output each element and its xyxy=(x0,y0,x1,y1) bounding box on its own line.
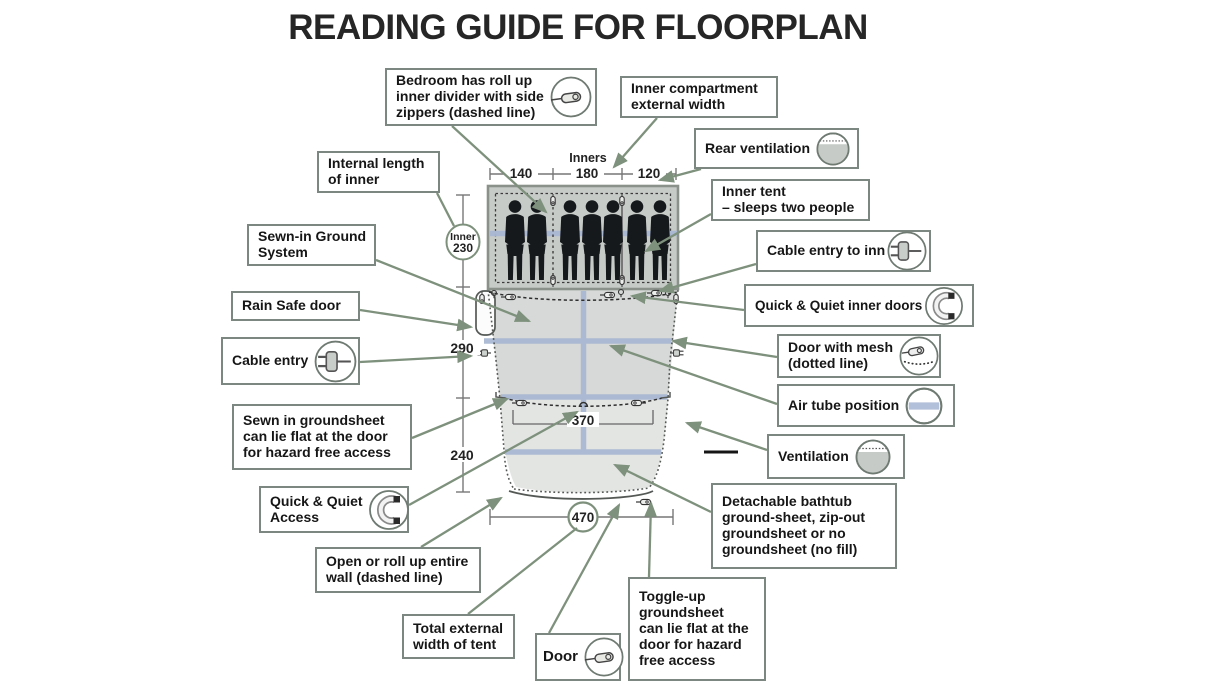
label-line: wall (dashed line) xyxy=(326,569,443,585)
living-depth-value: 290 xyxy=(450,340,474,356)
label-inner-compartment xyxy=(620,76,778,118)
label-line: Cable entry to inn xyxy=(767,242,886,259)
label-inner-tent xyxy=(711,179,870,221)
label-qq-access xyxy=(259,486,409,533)
label-line: System xyxy=(258,244,308,260)
ventilation-icon xyxy=(815,131,851,167)
label-line: Total external xyxy=(413,619,503,636)
leader-inner-compartment xyxy=(614,118,657,167)
label-door xyxy=(535,633,621,681)
label-toggle-up xyxy=(628,577,766,681)
label-line: Access xyxy=(270,508,320,525)
label-line: ground-sheet, zip-out xyxy=(722,509,866,526)
leader-sewn-groundsheet xyxy=(412,399,507,438)
label-line: Air tube position xyxy=(788,396,900,413)
label-line: groundsheet or no xyxy=(722,525,846,541)
leader-open-roll xyxy=(421,498,501,547)
label-line: zippers (dashed line) xyxy=(396,103,536,120)
inners-caption: Inners xyxy=(569,151,607,165)
label-line: groundsheet (no fill) xyxy=(722,540,858,557)
label-line: of inner xyxy=(328,171,380,187)
inner-width-1: 140 xyxy=(509,166,533,181)
front-depth-value: 240 xyxy=(450,447,474,463)
magnet-icon xyxy=(924,286,964,326)
label-cable-entry xyxy=(221,337,360,385)
label-line: Sewn in groundsheet xyxy=(243,412,385,429)
inner-width-3: 120 xyxy=(637,166,661,181)
label-line: Open or roll up entire xyxy=(326,553,469,570)
label-rear-ventilation xyxy=(694,128,859,169)
label-line: Internal length xyxy=(328,155,425,172)
label-line: inner divider with side xyxy=(396,88,544,105)
leader-door-mesh xyxy=(673,341,777,357)
leader-internal-length xyxy=(437,193,454,226)
label-line: Rain Safe door xyxy=(242,297,341,314)
label-qq-inner-doors xyxy=(744,284,974,327)
inner-width-2: 180 xyxy=(575,166,599,181)
label-line: Inner tent xyxy=(722,183,786,200)
ventilation-icon xyxy=(854,438,892,476)
label-line: groundsheet xyxy=(639,604,724,621)
label-open-roll xyxy=(315,547,481,593)
label-line: Quick & Quiet xyxy=(270,492,363,509)
zipper-icon xyxy=(583,636,625,678)
label-line: Door xyxy=(543,647,578,665)
label-line: width of tent xyxy=(413,635,497,652)
label-line: Toggle-up xyxy=(639,588,706,605)
label-sewn-groundsheet xyxy=(232,404,412,470)
label-detachable xyxy=(711,483,897,569)
label-line: Door with mesh xyxy=(788,339,894,356)
leader-ventilation xyxy=(687,423,767,450)
magnet-icon xyxy=(368,489,410,531)
zipper-icon xyxy=(549,75,593,119)
label-line: Sewn-in Ground xyxy=(258,228,367,245)
leader-cable-entry xyxy=(360,356,471,362)
inner-depth-word: Inner xyxy=(450,231,476,243)
front-door-width-value: 370 xyxy=(571,413,595,428)
total-width-value: 470 xyxy=(571,510,595,525)
label-total-width xyxy=(402,614,515,659)
label-line: Detachable bathtub xyxy=(722,493,852,510)
label-line: can lie flat at the xyxy=(639,620,749,637)
label-rain-safe xyxy=(231,291,360,321)
label-bedroom-divider xyxy=(385,68,597,126)
label-line: Rear ventilation xyxy=(705,139,811,156)
page-title: READING GUIDE FOR FLOORPLAN xyxy=(288,8,868,47)
label-line: external width xyxy=(631,96,726,112)
label-sewn-in-ground xyxy=(247,224,376,266)
label-line: free access xyxy=(639,651,716,668)
label-line: Cable entry xyxy=(232,352,309,369)
leader-total-width xyxy=(468,528,577,614)
label-line: for hazard free access xyxy=(243,443,391,460)
label-line: can lie flat at the door xyxy=(243,428,388,445)
label-line: – sleeps two people xyxy=(722,199,855,215)
label-line: door for hazard xyxy=(639,635,742,652)
tent-floorplan xyxy=(444,151,738,532)
label-line: Ventilation xyxy=(778,447,849,464)
label-internal-length xyxy=(317,151,440,193)
label-line: Inner compartment xyxy=(631,80,758,97)
leader-rain-safe xyxy=(360,310,471,327)
label-ventilation xyxy=(767,434,905,479)
air-tube-icon xyxy=(904,386,944,426)
label-cable-entry-inner xyxy=(756,230,931,272)
zipper-dotted-icon xyxy=(898,335,940,377)
plug-icon xyxy=(886,230,928,272)
label-air-tube xyxy=(777,384,955,427)
inner-depth-value: 230 xyxy=(452,241,474,255)
rain-safe-door-bump xyxy=(476,291,495,335)
label-line: Quick & Quiet inner doors xyxy=(755,297,923,313)
label-line: Bedroom has roll up xyxy=(396,72,533,89)
label-door-mesh xyxy=(777,334,941,378)
label-line: (dotted line) xyxy=(788,355,869,371)
plug-icon xyxy=(313,339,358,384)
leader-toggle-up xyxy=(649,503,651,577)
